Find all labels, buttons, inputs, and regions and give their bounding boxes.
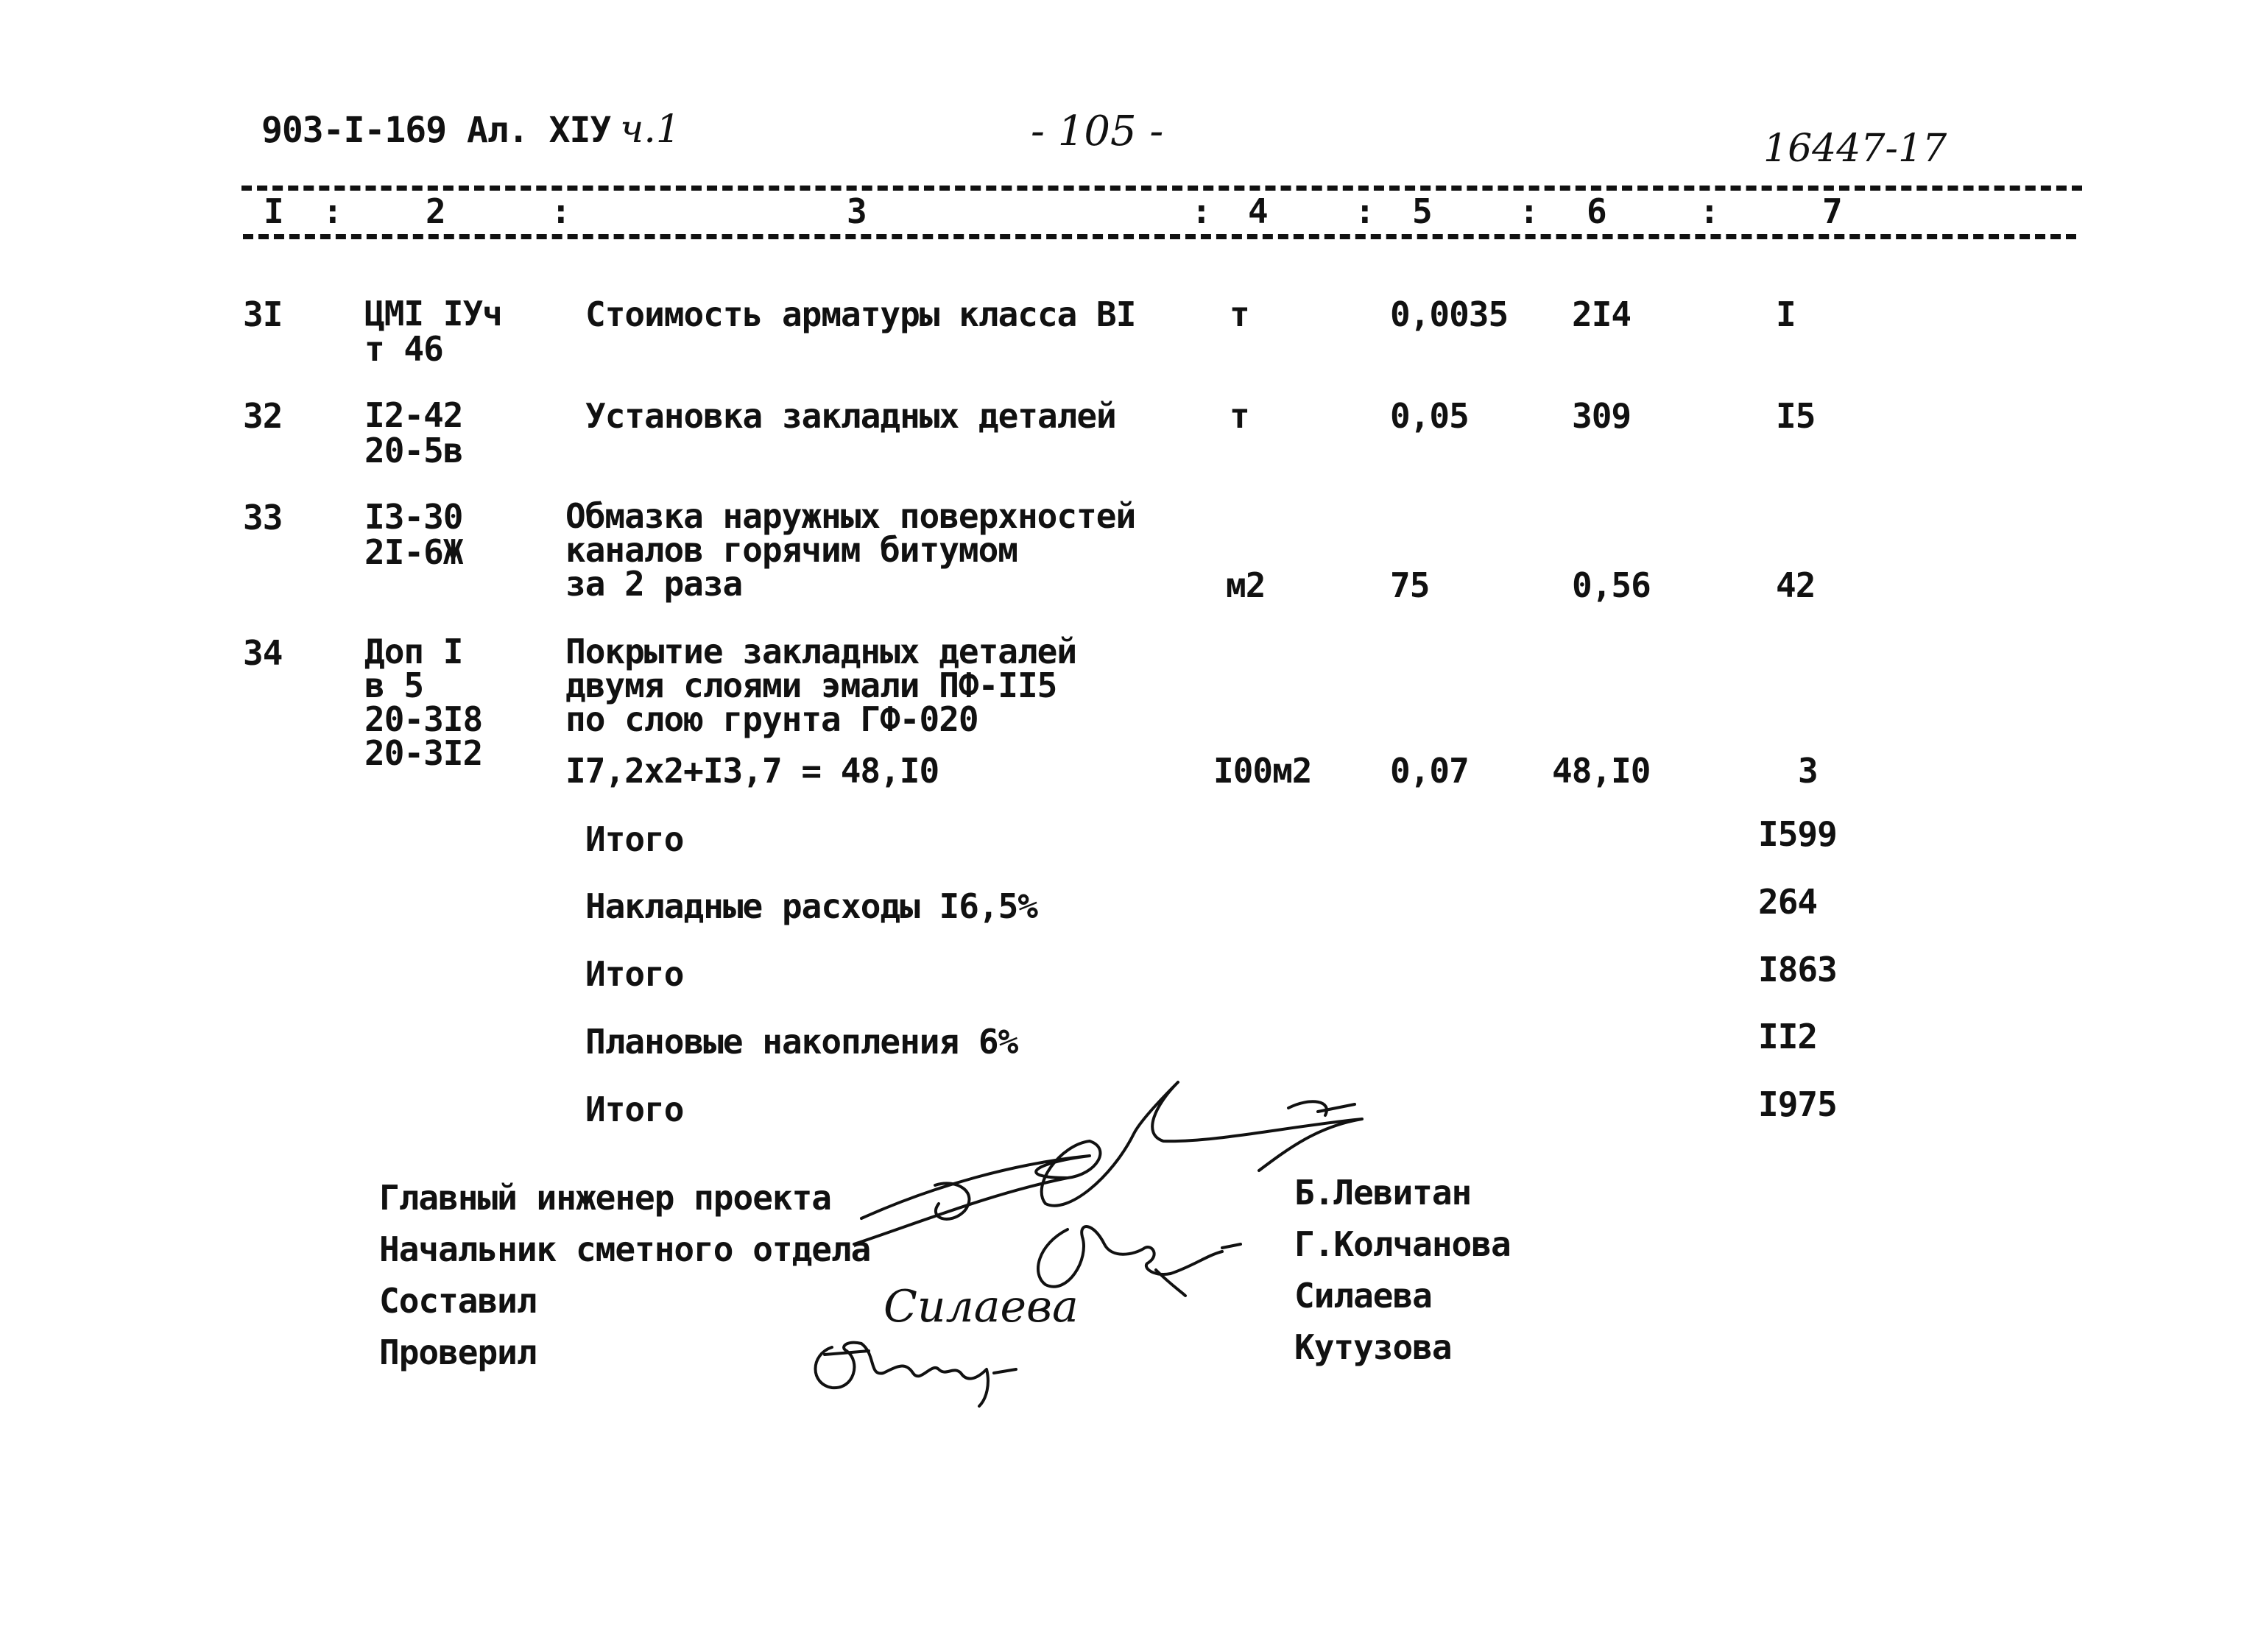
row-quantity: 0,05	[1390, 396, 1469, 436]
signature-role: Начальник сметного отдела	[379, 1229, 871, 1269]
summary-label: Накладные расходы I6,5%	[585, 886, 1037, 926]
row-description: Обмазка наружных поверхностей каналов горячим битумом за 2 раза	[565, 496, 1136, 604]
signature-role: Главный инженер проекта	[379, 1178, 831, 1218]
handwritten-signature-compiler: Силаева	[883, 1281, 1079, 1332]
signature-name: Кутузова	[1294, 1327, 1452, 1367]
row-unit-price: 2I4	[1572, 294, 1632, 334]
signature-name: Г.Колчанова	[1294, 1224, 1511, 1264]
row-quantity: 0,07	[1390, 751, 1469, 791]
summary-value: II2	[1758, 1017, 1818, 1056]
row-unit: т	[1230, 294, 1249, 334]
column-header-1: I	[264, 191, 283, 231]
column-separator: :	[551, 191, 571, 231]
row-description: Установка закладных деталей	[585, 396, 1116, 436]
row-code: ЦМI IУч т 46	[364, 294, 502, 369]
row-quantity: 75	[1390, 565, 1430, 605]
row-number: 3I	[243, 294, 283, 334]
summary-value: I975	[1758, 1084, 1837, 1124]
column-separator: :	[1355, 191, 1375, 231]
row-number: 32	[243, 396, 283, 436]
column-header-5: 5	[1412, 191, 1432, 231]
column-separator: :	[1191, 191, 1211, 231]
summary-value: I599	[1758, 814, 1837, 854]
summary-label: Итого	[585, 954, 684, 994]
column-separator: :	[1519, 191, 1539, 231]
document-code-handwritten-part: ч.1	[620, 107, 680, 152]
row-code: I2-42 20-5в	[364, 395, 463, 470]
signature-role: Составил	[379, 1281, 537, 1321]
column-header-3: 3	[847, 191, 867, 231]
row-total: 3	[1798, 751, 1818, 791]
row-code: I3-30 2I-6Ж	[364, 497, 463, 572]
row-unit: т	[1230, 396, 1249, 436]
row-description: Стоимость арматуры класса BI	[585, 294, 1136, 334]
summary-label: Плановые накопления 6%	[585, 1022, 1018, 1062]
column-header-7: 7	[1822, 191, 1842, 231]
header-rule-bottom	[243, 234, 2076, 239]
row-calculation: I7,2х2+I3,7 = 48,I0	[565, 751, 939, 791]
signature-name: Б.Левитан	[1294, 1173, 1472, 1212]
header-rule-top	[241, 186, 2082, 191]
column-header-6: 6	[1587, 191, 1606, 231]
inventory-number: 16447-17	[1763, 127, 1947, 171]
summary-label: Итого	[585, 819, 684, 859]
row-description: Покрытие закладных деталей двумя слоями эмали ПФ-II5 по слою грунта ГФ-020	[565, 632, 1077, 739]
row-total: I	[1776, 294, 1796, 334]
row-number: 34	[243, 633, 283, 673]
page-number: - 105 -	[1031, 107, 1164, 155]
column-separator: :	[1699, 191, 1719, 231]
row-number: 33	[243, 498, 283, 537]
row-total: I5	[1776, 396, 1816, 436]
signature-name: Силаева	[1294, 1276, 1432, 1316]
row-unit: I00м2	[1213, 751, 1312, 791]
column-header-4: 4	[1248, 191, 1268, 231]
summary-value: 264	[1758, 882, 1818, 922]
row-total: 42	[1776, 565, 1816, 605]
row-unit: м2	[1226, 565, 1266, 605]
row-unit-price: 48,I0	[1552, 751, 1651, 791]
row-unit-price: 309	[1572, 396, 1632, 436]
column-separator: :	[322, 191, 342, 231]
column-header-2: 2	[426, 191, 445, 231]
summary-value: I863	[1758, 950, 1837, 989]
row-code: Доп I в 5 20-3I8 20-3I2	[364, 632, 483, 773]
handwritten-signature-checker	[803, 1332, 1038, 1413]
signature-role: Проверил	[379, 1332, 537, 1372]
summary-label: Итого	[585, 1090, 684, 1129]
document-code: 903-I-169 Ал. XIУ	[261, 110, 611, 151]
row-quantity: 0,0035	[1390, 294, 1509, 334]
row-unit-price: 0,56	[1572, 565, 1651, 605]
